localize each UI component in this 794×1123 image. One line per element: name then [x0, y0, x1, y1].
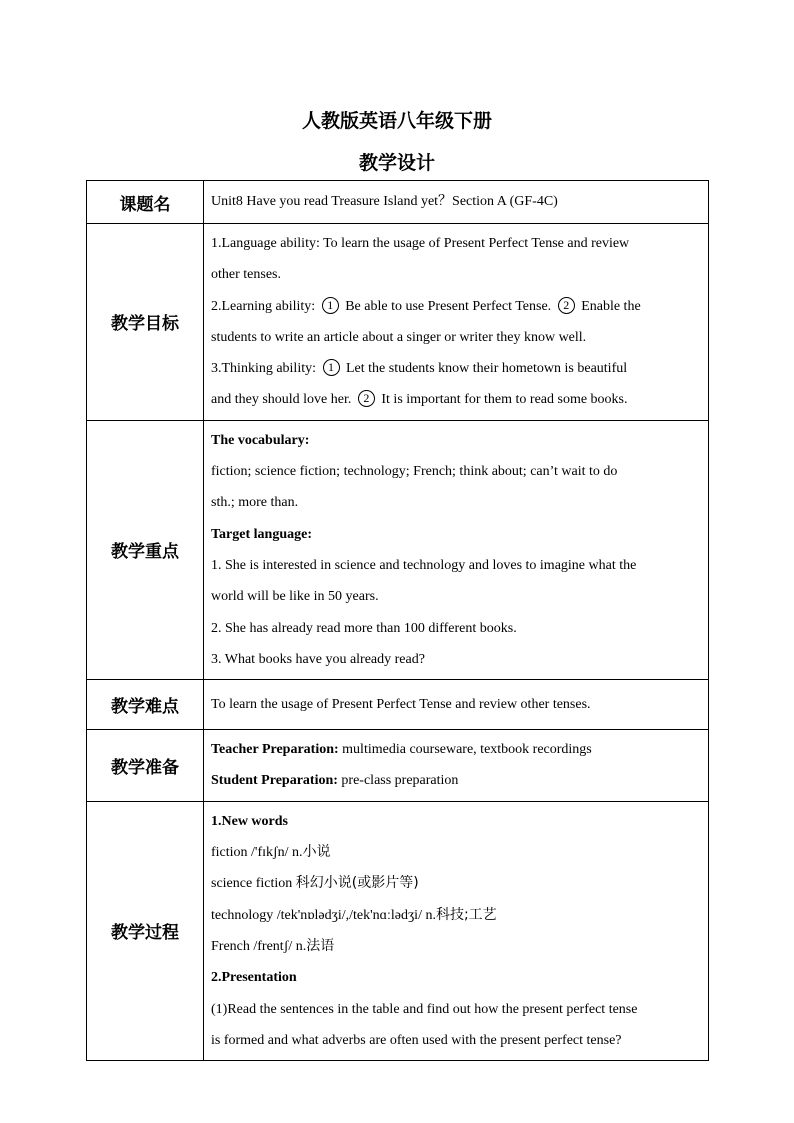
row-key-points — [87, 420, 709, 679]
row-process — [87, 801, 709, 1060]
label-objectives: 教学目标 — [87, 224, 204, 421]
word-entry — [211, 868, 702, 899]
label-difficulties: 教学难点 — [87, 680, 204, 730]
row-topic — [87, 181, 709, 224]
process-heading: 2.Presentation — [211, 970, 297, 986]
target-line: world will be like in 50 years. — [211, 589, 379, 605]
student-prep-label: Student Preparation: — [211, 773, 338, 789]
objective-text: 3.Thinking ability: — [211, 361, 316, 377]
label-key-points: 教学重点 — [87, 420, 204, 679]
word-chinese: 科技;工艺 — [435, 906, 497, 923]
process-line: (1)Read the sentences in the table and find out how the present perfect tense — [211, 1001, 638, 1017]
content-key-points — [204, 420, 709, 679]
student-preparation — [211, 765, 702, 796]
row-objectives — [87, 224, 709, 421]
circled-number: 2 — [358, 390, 375, 407]
objective-line: other tenses. — [211, 267, 281, 283]
circled-number: 2 — [558, 297, 575, 314]
objective-line — [211, 384, 702, 415]
objective-text: 2.Learning ability: — [211, 298, 316, 314]
objective-text: and they should love her. — [211, 392, 352, 408]
circled-number: 1 — [323, 359, 340, 376]
word-entry — [211, 931, 702, 962]
document-subtitle: 教学设计 — [358, 152, 435, 174]
teacher-prep-label: Teacher Preparation: — [211, 742, 339, 758]
objective-text: Be able to use Present Perfect Tense. — [345, 298, 552, 314]
process-line: is formed and what adverbs are often used with the present perfect tense? — [211, 1032, 622, 1048]
target-heading: Target language: — [211, 526, 312, 542]
lesson-plan-table — [86, 180, 709, 1061]
word-chinese: 小说 — [302, 844, 331, 861]
target-line: 1. She is interested in science and technology and loves to imagine what the — [211, 557, 637, 573]
difficulties-text: To learn the usage of Present Perfect Tense and review other tenses. — [211, 697, 591, 712]
content-process — [204, 801, 709, 1060]
teacher-prep-text: multimedia courseware, textbook recordings — [342, 742, 592, 758]
content-topic — [204, 181, 709, 224]
vocab-line: sth.; more than. — [211, 495, 299, 511]
objective-text: Enable the — [581, 298, 641, 314]
objective-line — [211, 353, 702, 384]
word-chinese: 科幻小说(或影片等) — [295, 875, 419, 892]
word-english: technology /tek'nɒlədʒi/,/tek'nɑːlədʒi/ n. — [211, 907, 436, 923]
objective-line: 1.Language ability: To learn the usage of Present Perfect Tense and review — [211, 236, 630, 251]
document-title: 人教版英语八年级下册 — [301, 110, 492, 132]
objective-line — [211, 291, 702, 322]
vocab-line: fiction; science fiction; technology; French; think about; can’t wait to do — [211, 464, 618, 480]
circled-number: 1 — [322, 297, 339, 314]
topic-text: Unit8 Have you read Treasure Island yet？Section A (GF-4C) — [211, 194, 558, 210]
target-line: 3. What books have you already read? — [211, 651, 425, 667]
word-english: science fiction — [211, 876, 293, 892]
word-english: French /frentʃ/ n. — [211, 938, 307, 954]
row-preparation — [87, 730, 709, 802]
label-topic: 课题名 — [87, 181, 204, 224]
word-english: fiction /'fɪkʃn/ n. — [211, 845, 303, 861]
content-preparation — [204, 730, 709, 802]
vocab-heading: The vocabulary: — [211, 432, 310, 448]
content-objectives — [204, 224, 709, 421]
word-entry — [211, 837, 702, 868]
content-difficulties — [204, 680, 709, 730]
teacher-preparation — [211, 734, 702, 765]
row-difficulties — [87, 680, 709, 730]
student-prep-text: pre-class preparation — [341, 773, 459, 789]
word-entry — [211, 900, 702, 931]
word-chinese: 法语 — [306, 937, 335, 954]
target-line: 2. She has already read more than 100 different books. — [211, 620, 517, 636]
label-process: 教学过程 — [87, 801, 204, 1060]
objective-line: students to write an article about a singer or writer they know well. — [211, 329, 587, 345]
process-heading: 1.New words — [211, 813, 288, 829]
objective-text: It is important for them to read some books. — [381, 392, 628, 408]
objective-text: Let the students know their hometown is beautiful — [346, 361, 628, 377]
label-preparation: 教学准备 — [87, 730, 204, 802]
